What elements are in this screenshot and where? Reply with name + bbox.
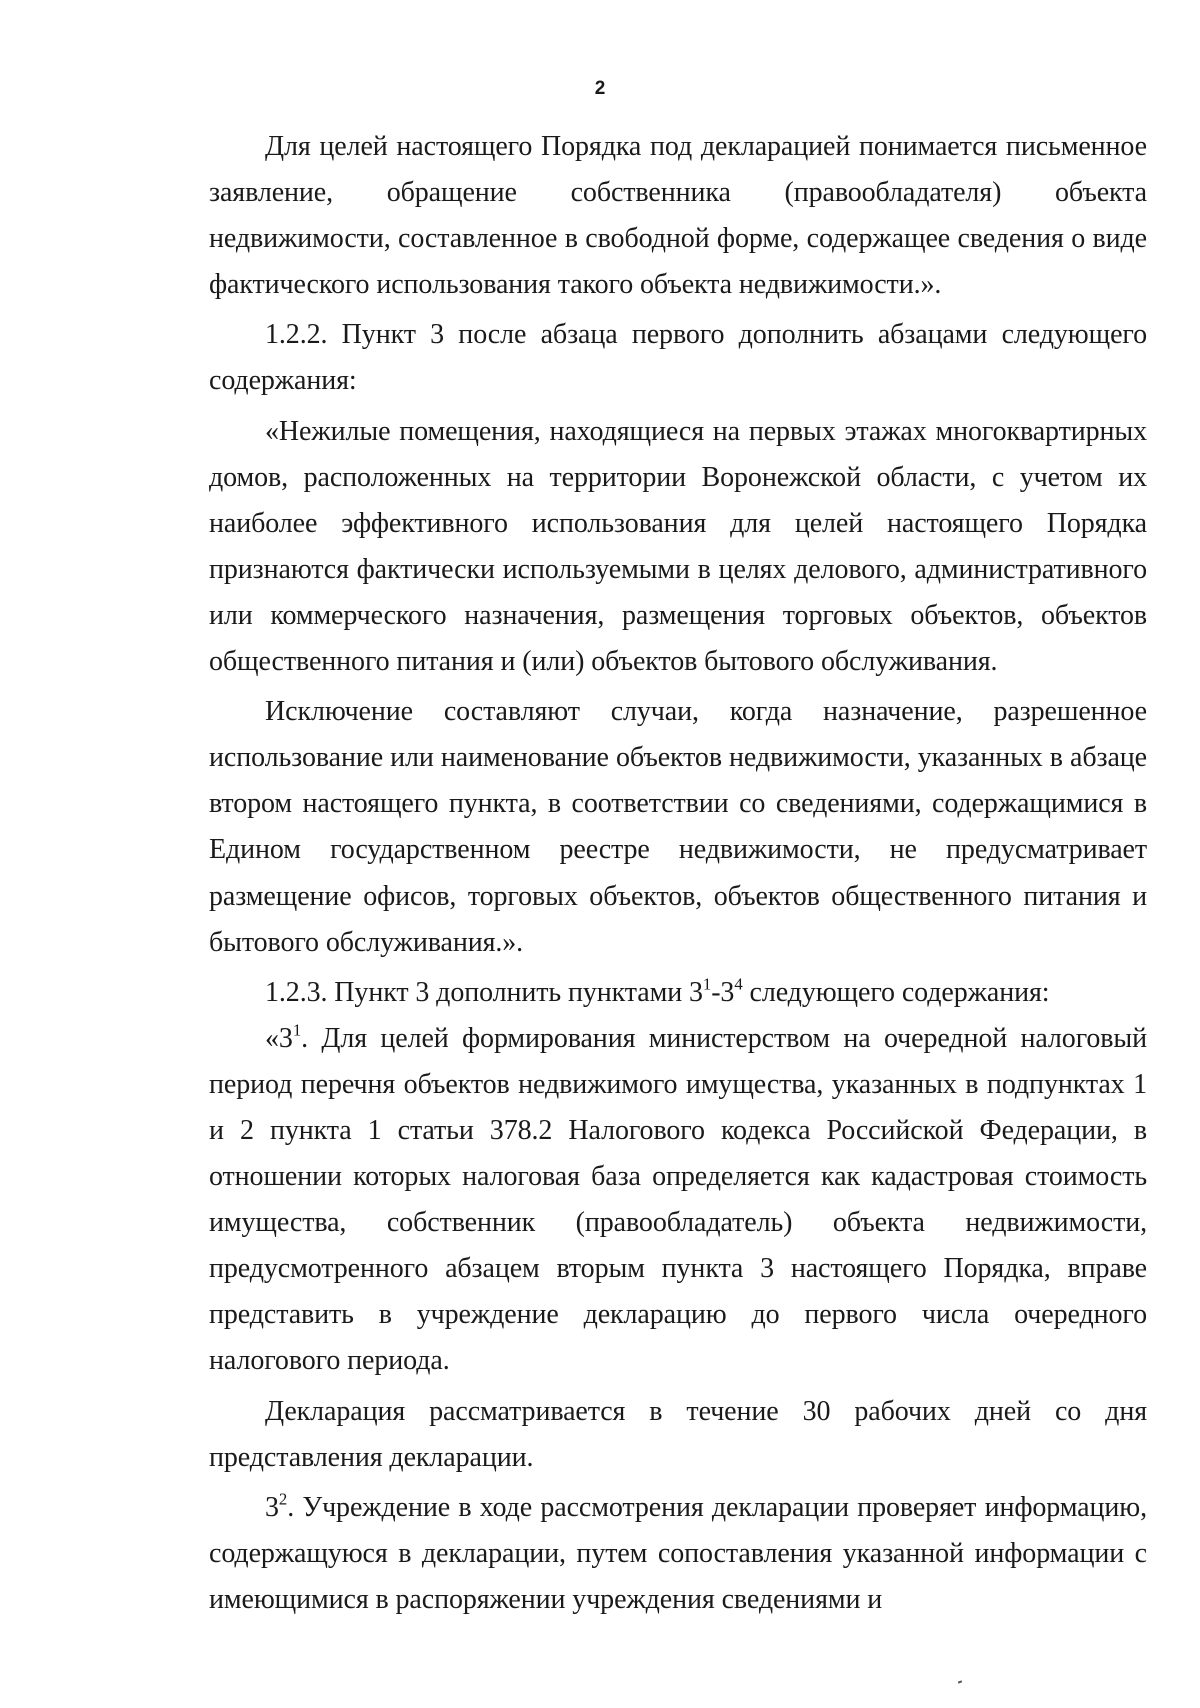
paragraph-3-1-text: . Для целей формирования министерством на очередной налоговый период перечня объектов недвижимого имущества, указанных в подпунктах 1 и 2 пункта 1 статьи 378.2 Налогового кодекса Российской Федерации, в отношении которых налоговая база определяется как кадастровая стоимость имущества, собственник (правообладатель) объекта недвижимости, предусмотренного абзацем вторым пункта 3 настоящего Порядка, вправе представить в учреждение декларацию до первого числа очередного налогового периода. (209, 1022, 1147, 1377)
document-body (209, 124, 1147, 1623)
paragraph-1-2-3-mid: -3 (711, 976, 735, 1008)
page-number: 2 (594, 78, 606, 99)
paragraph-3-1-lead: «3 (265, 1022, 293, 1054)
superscript-4: 4 (734, 973, 743, 993)
scan-speck (958, 1680, 962, 1683)
paragraph-3-2-lead: 3 (265, 1491, 279, 1523)
superscript-1: 1 (292, 1020, 302, 1040)
paragraph-1-2-3-tail: следующего содержания: (742, 976, 1050, 1008)
paragraph-3-1 (209, 1016, 1147, 1385)
paragraph-declaration-definition: Для целей настоящего Порядка под декларацией понимается письменное заявление, обращение собственника (правообладателя) объекта недвижимости, составленное в свободной форме, содержащее сведения о виде фактического использования такого объекта недвижимости.». (209, 131, 1147, 301)
paragraph-declaration-review: Декларация рассматривается в течение 30 рабочих дней со дня представления декларации. (209, 1395, 1147, 1473)
paragraph-3-2 (209, 1485, 1147, 1623)
paragraph-1-2-2: 1.2.2. Пункт 3 после абзаца первого дополнить абзацами следующего содержания: (209, 319, 1147, 397)
paragraph-nonresidential-premises: «Нежилые помещения, находящиеся на первых этажах многоквартирных домов, расположенных на территории Воронежской области, с учетом их наиболее эффективного использования для целей настоящего Порядка признаются фактически используемыми в целях делового, административного или коммерческого назначения, размещения торговых объектов, объектов общественного питания и (или) объектов бытового обслуживания. (209, 415, 1147, 678)
superscript-1: 1 (702, 973, 712, 993)
superscript-2: 2 (278, 1488, 288, 1508)
paragraph-1-2-3 (209, 970, 1147, 1016)
paragraph-exception: Исключение составляют случаи, когда назначение, разрешенное использование или наименование объектов недвижимости, указанных в абзаце втором настоящего пункта, в соответствии со сведениями, содержащимися в Едином государственном реестре недвижимости, не предусматривает размещение офисов, торговых объектов, объектов общественного питания и бытового обслуживания.». (209, 696, 1147, 958)
paragraph-1-2-3-lead: 1.2.3. Пункт 3 дополнить пунктами 3 (265, 976, 703, 1008)
paragraph-3-2-text: . Учреждение в ходе рассмотрения декларации проверяет информацию, содержащуюся в декларации, путем сопоставления указанной информации с имеющимися в распоряжении учреждения сведениями и (209, 1491, 1147, 1615)
